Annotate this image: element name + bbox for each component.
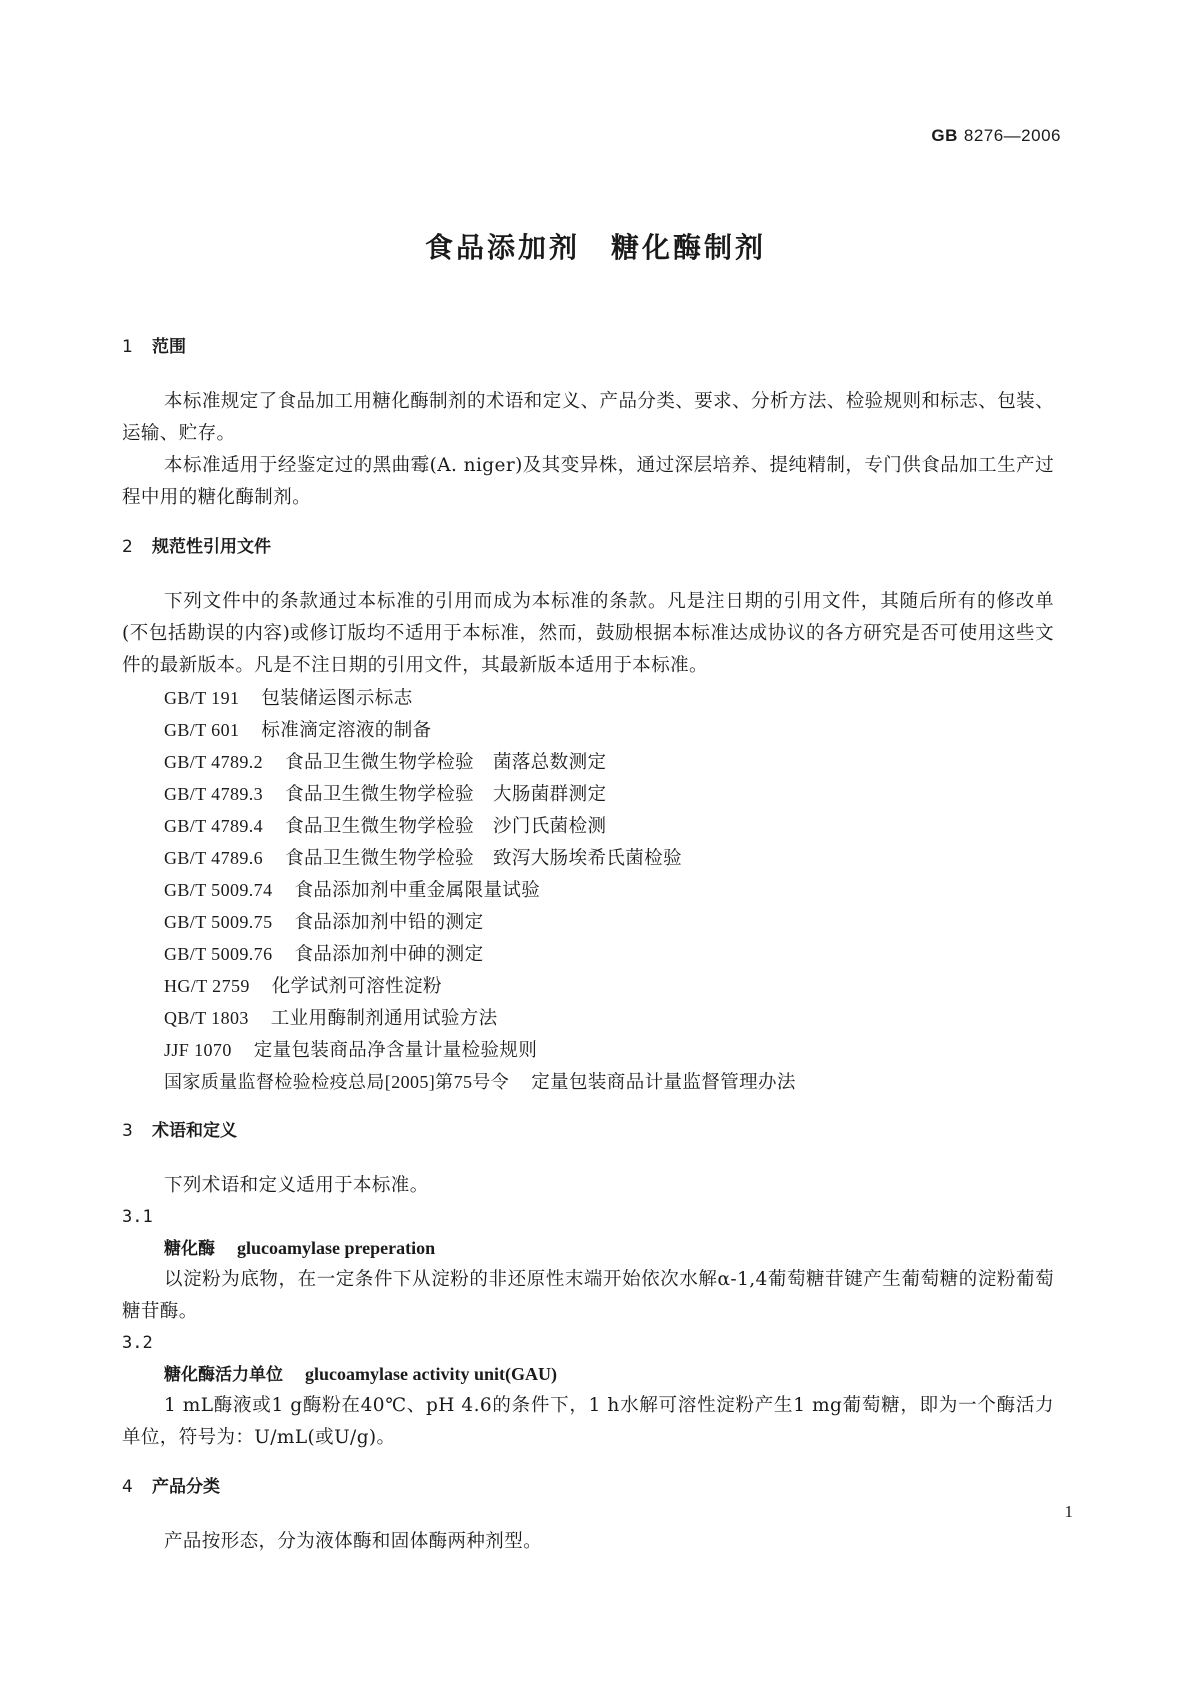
reference-title: 食品卫生微生物学检验 菌落总数测定 bbox=[285, 752, 607, 773]
reference-list bbox=[164, 682, 1054, 1098]
page-number: 1 bbox=[1064, 1502, 1073, 1521]
reference-item bbox=[164, 1002, 1054, 1034]
reference-item bbox=[164, 746, 1054, 778]
reference-item bbox=[164, 1066, 1054, 1098]
clause-number: 3.1 bbox=[122, 1207, 153, 1227]
reference-title: 食品卫生微生物学检验 沙门氏菌检测 bbox=[285, 816, 607, 837]
reference-title: 食品添加剂中重金属限量试验 bbox=[294, 880, 541, 901]
reference-title: 食品添加剂中砷的测定 bbox=[294, 944, 484, 965]
reference-item bbox=[164, 1034, 1054, 1066]
section-number: 2 bbox=[122, 537, 133, 557]
paragraph: 本标准规定了食品加工用糖化酶制剂的术语和定义、产品分类、要求、分析方法、检验规则和标志、包装、运输、贮存。 bbox=[122, 391, 1054, 444]
document-body bbox=[122, 332, 1054, 1558]
reference-item bbox=[164, 778, 1054, 810]
standard-number: 8276—2006 bbox=[963, 126, 1061, 145]
section-title: 术语和定义 bbox=[152, 1121, 237, 1141]
term-english: glucoamylase activity unit(GAU) bbox=[305, 1364, 557, 1384]
reference-item bbox=[164, 842, 1054, 874]
section-title: 范围 bbox=[152, 337, 186, 357]
reference-code: JJF 1070 bbox=[164, 1040, 232, 1060]
term-definition: 以淀粉为底物，在一定条件下从淀粉的非还原性末端开始依次水解α-1,4葡萄糖苷键产生葡萄糖的淀粉葡萄糖苷酶。 bbox=[122, 1269, 1054, 1322]
reference-title: 食品卫生微生物学检验 大肠菌群测定 bbox=[285, 784, 607, 805]
reference-title: 工业用酶制剂通用试验方法 bbox=[270, 1008, 498, 1029]
section-number: 1 bbox=[122, 337, 133, 357]
section-heading bbox=[122, 332, 1054, 362]
paragraph: 本标准适用于经鉴定过的黑曲霉(A. niger)及其变异株，通过深层培养、提纯精制，专门供食品加工生产过程中用的糖化酶制剂。 bbox=[122, 455, 1054, 508]
reference-title: 标准滴定溶液的制备 bbox=[261, 720, 432, 741]
section-heading bbox=[122, 532, 1054, 562]
document-title: 食品添加剂 糖化酶制剂 bbox=[424, 231, 766, 264]
reference-item bbox=[164, 714, 1054, 746]
term-definition: 1 mL酶液或1 g酶粉在40℃、pH 4.6的条件下，1 h水解可溶性淀粉产生1 mg葡萄糖，即为一个酶活力单位，符号为：U/mL(或U/g)。 bbox=[122, 1395, 1054, 1448]
reference-code: GB/T 4789.2 bbox=[164, 752, 264, 772]
section-terms-definitions bbox=[122, 1116, 1054, 1454]
term-entry bbox=[164, 1232, 1054, 1264]
paragraph: 下列文件中的条款通过本标准的引用而成为本标准的条款。凡是注日期的引用文件，其随后所有的修改单(不包括勘误的内容)或修订版均不适用于本标准，然而，鼓励根据本标准达成协议的各方研究是否可使用这些文件的最新版本。凡是不注日期的引用文件，其最新版本适用于本标准。 bbox=[122, 591, 1054, 676]
standard-prefix: GB bbox=[931, 126, 958, 145]
reference-code: GB/T 601 bbox=[164, 720, 240, 740]
reference-item bbox=[164, 874, 1054, 906]
paragraph: 产品按形态，分为液体酶和固体酶两种剂型。 bbox=[164, 1531, 543, 1552]
reference-item bbox=[164, 682, 1054, 714]
reference-code: GB/T 5009.75 bbox=[164, 912, 273, 932]
reference-title: 定量包装商品计量监督管理办法 bbox=[531, 1072, 796, 1093]
reference-item bbox=[164, 810, 1054, 842]
section-normative-references bbox=[122, 532, 1054, 1098]
standard-code bbox=[931, 126, 1061, 146]
section-heading bbox=[122, 1472, 1054, 1502]
reference-title: 食品添加剂中铅的测定 bbox=[294, 912, 484, 933]
section-scope bbox=[122, 332, 1054, 514]
term-english: glucoamylase preperation bbox=[237, 1238, 436, 1258]
reference-title: 包装储运图示标志 bbox=[261, 688, 413, 709]
reference-code: GB/T 5009.76 bbox=[164, 944, 273, 964]
reference-code: HG/T 2759 bbox=[164, 976, 250, 996]
section-title: 产品分类 bbox=[152, 1477, 220, 1497]
reference-code: GB/T 4789.6 bbox=[164, 848, 264, 868]
reference-code: GB/T 5009.74 bbox=[164, 880, 273, 900]
term-chinese: 糖化酶 bbox=[164, 1239, 215, 1259]
reference-item bbox=[164, 906, 1054, 938]
clause-number: 3.2 bbox=[122, 1333, 153, 1353]
reference-title: 食品卫生微生物学检验 致泻大肠埃希氏菌检验 bbox=[285, 848, 682, 869]
term-entry bbox=[164, 1358, 1054, 1390]
reference-code: GB/T 191 bbox=[164, 688, 240, 708]
section-number: 4 bbox=[122, 1477, 133, 1497]
section-heading bbox=[122, 1116, 1054, 1146]
paragraph: 下列术语和定义适用于本标准。 bbox=[164, 1175, 429, 1196]
section-product-classification bbox=[122, 1472, 1054, 1558]
section-number: 3 bbox=[122, 1121, 133, 1141]
reference-code: QB/T 1803 bbox=[164, 1008, 249, 1028]
reference-item bbox=[164, 938, 1054, 970]
reference-code: GB/T 4789.4 bbox=[164, 816, 264, 836]
reference-title: 化学试剂可溶性淀粉 bbox=[271, 976, 442, 997]
reference-item bbox=[164, 970, 1054, 1002]
section-title: 规范性引用文件 bbox=[152, 537, 271, 557]
term-chinese: 糖化酶活力单位 bbox=[164, 1365, 283, 1385]
reference-code: GB/T 4789.3 bbox=[164, 784, 264, 804]
reference-code: 国家质量监督检验检疫总局[2005]第75号令 bbox=[164, 1072, 510, 1092]
reference-title: 定量包装商品净含量计量检验规则 bbox=[253, 1040, 538, 1061]
